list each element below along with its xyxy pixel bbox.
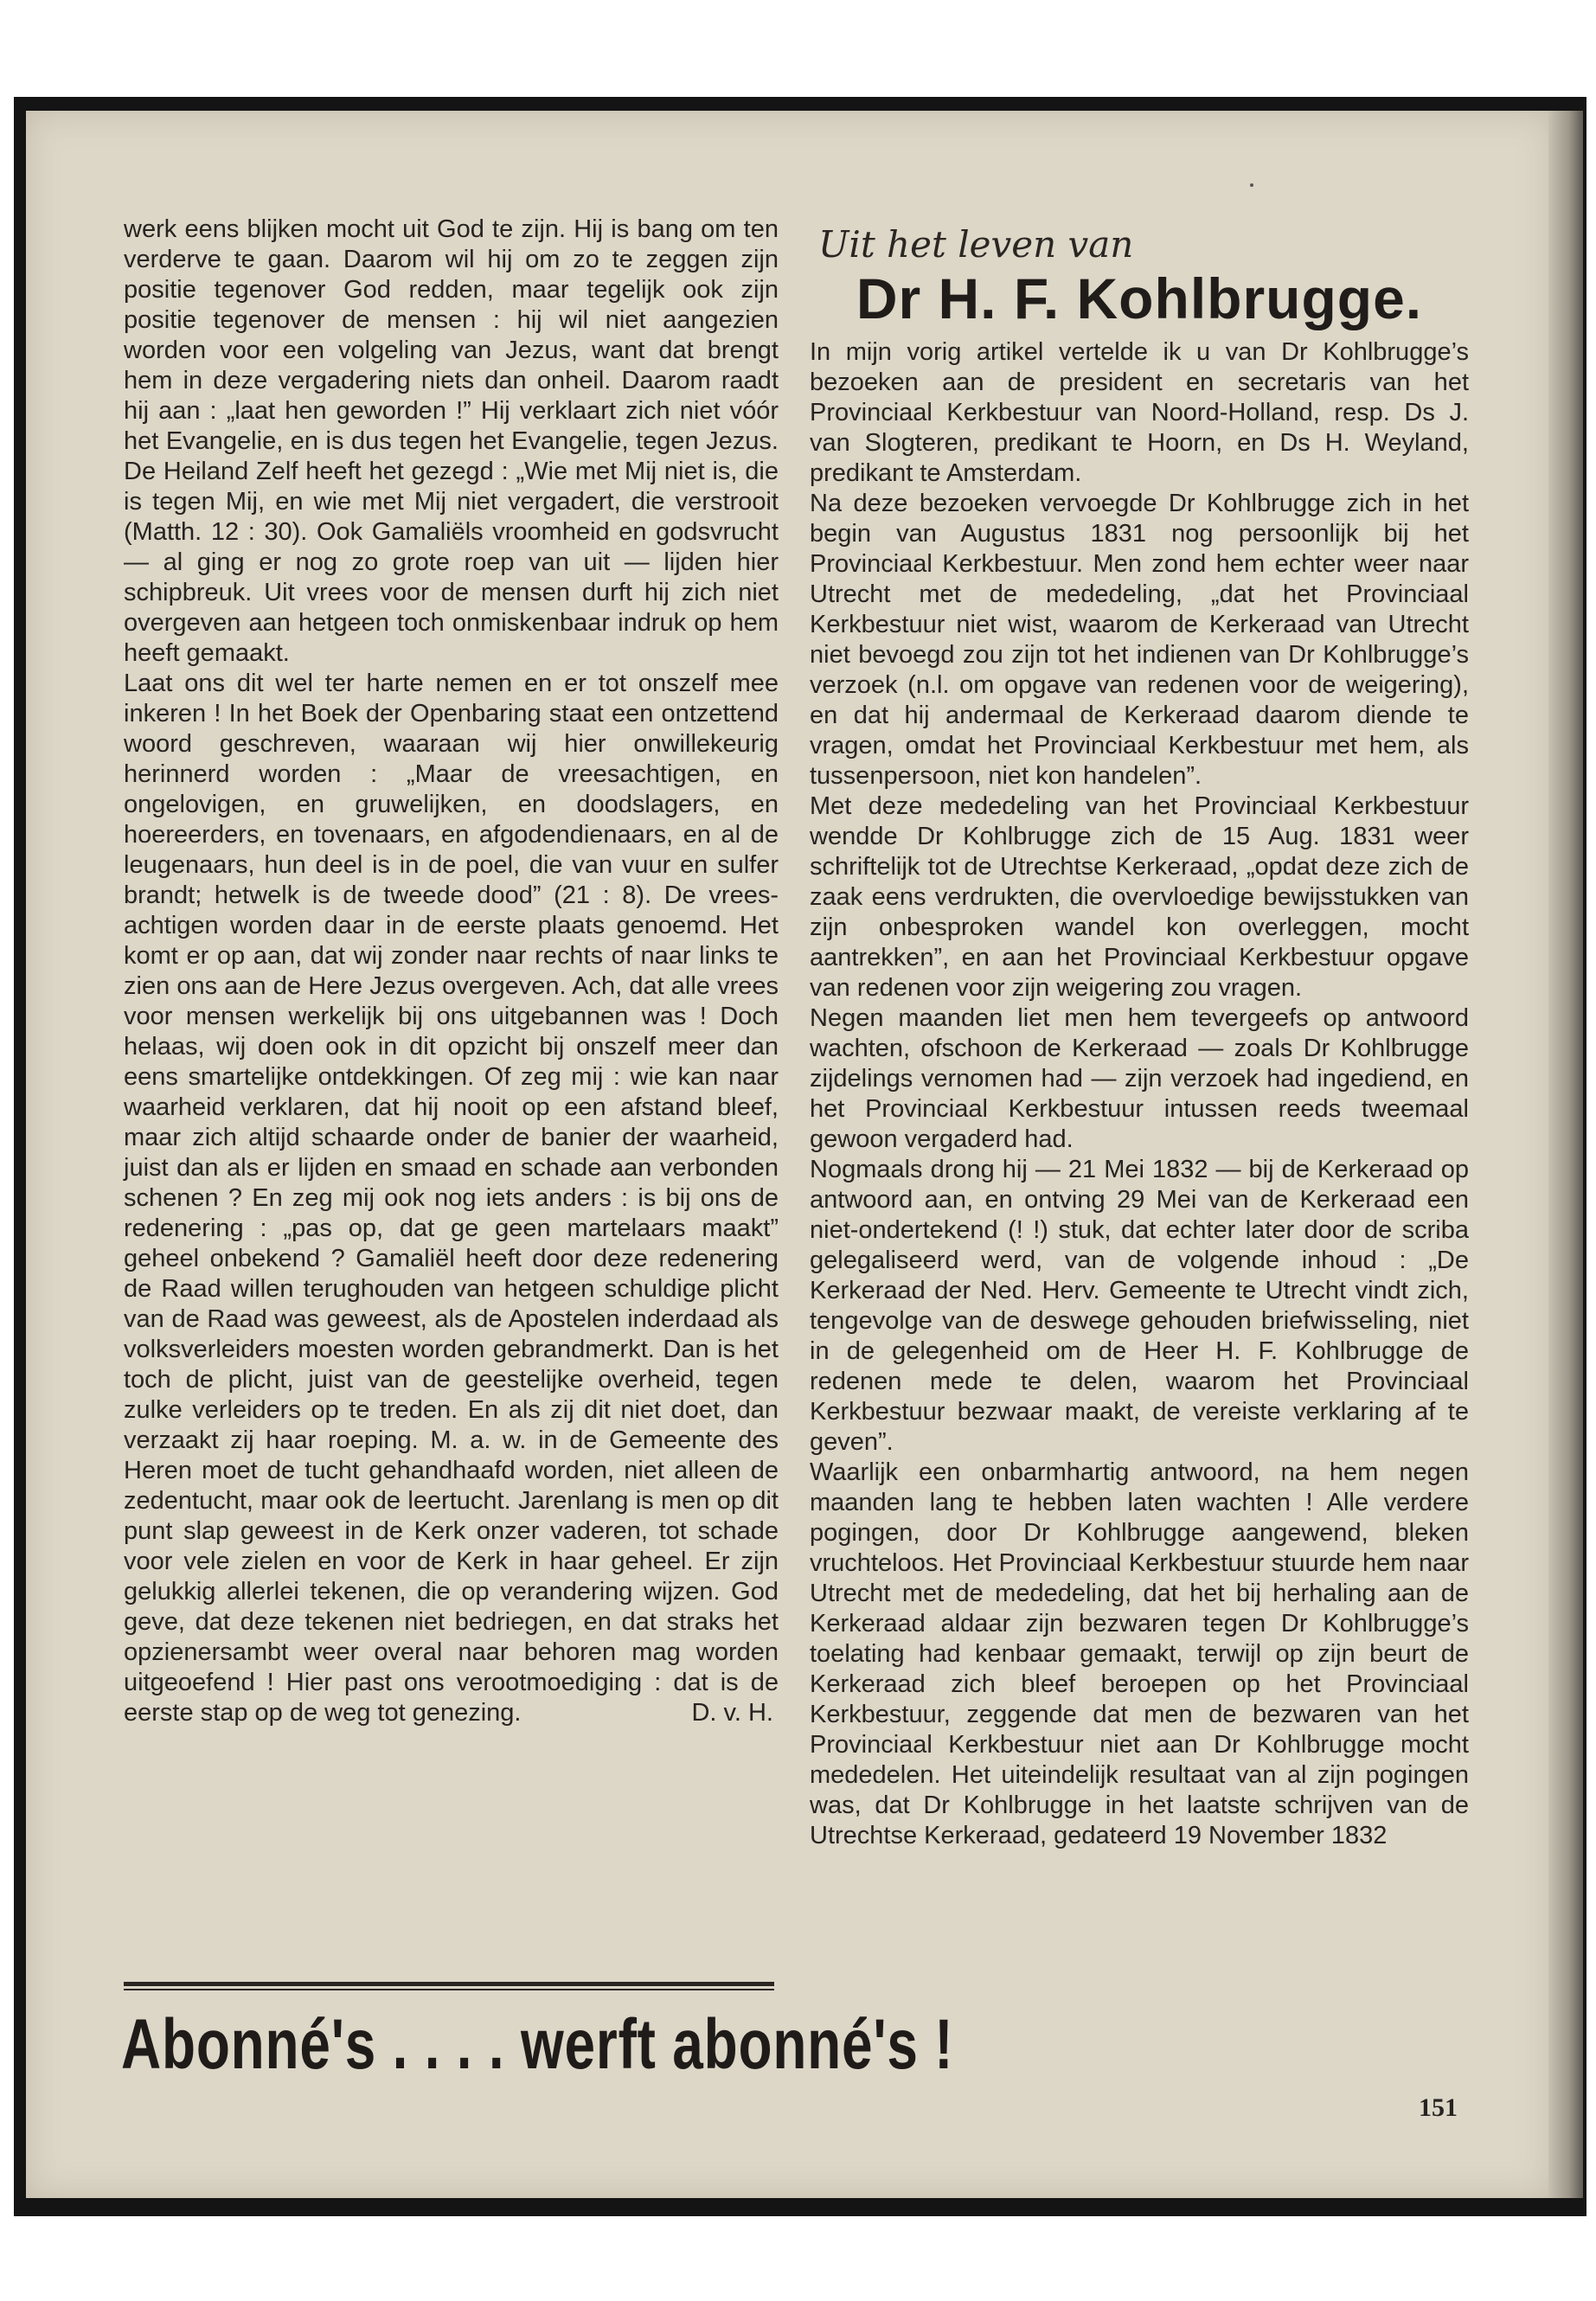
right-paragraph-3: Met deze mededeling van het Provinciaal Kerkbestuur wendde Dr Kohlbrugge zich de 15 Aug. 1831 weer schriftelijk tot de Utrechtse Kerkeraad, „opdat deze zich de zaak eens verdrukten, die overvloedige bewijsstukken van zijn onbesproken wandel kon overleggen, mocht aantrekken”, en aan het Provinciaal Kerkbestuur opgave van redenen voor zijn weigering zou vragen. <box>810 792 1469 1002</box>
article-kicker: Uit het leven van <box>818 223 1134 266</box>
separator-rule <box>124 1982 774 1990</box>
article-title: Dr H. F. Kohlbrugge. <box>856 266 1423 330</box>
right-paragraph-4: Negen maanden liet men hem tevergeefs op antwoord wachten, ofschoon de Kerkeraad — zoals Dr Kohlbrugge zijdelings vernomen had — zijn verzoek had ingediend, en het Provinciaal Kerkbestuur intussen reeds tweemaal gewoon vergaderd had. <box>810 1004 1469 1153</box>
left-paragraph-1: werk eens blijken mocht uit God te zijn. Hij is bang om ten verderve te gaan. Daarom wil hij om zo te zeggen zijn positie tegenover God redden, maar tegelijk ook zijn positie tegenover de mensen : hij wil niet aangezien worden voor een volgeling van Jezus, want dat brengt hem in deze vergadering niets dan onheil. Daarom raadt hij aan : „laat hen geworden !” Hij verklaart zich niet vóór het Evangelie, en is dus tegen het Evangelie, tegen Jezus. De Heiland Zelf heeft het gezegd : „Wie met Mij niet is, die is tegen Mij, en wie met Mij niet vergadert, die verstrooit (Matth. 12 : 30). Ook Gamaliëls vroomheid en godsvrucht — al ging er nog zo grote roep van uit — lijden hier schipbreuk. Uit vrees voor de mensen durft hij zich niet overgeven aan hetgeen toch onmiskenbaar indruk op hem heeft gemaakt. <box>124 215 779 667</box>
right-paragraph-1: In mijn vorig artikel vertelde ik u van Dr Kohlbrugge’s bezoeken aan de president en secretaris van het Provinciaal Kerkbestuur van Noord-Holland, resp. Ds J. van Slogteren, predikant te Hoorn, en Ds H. Weyland, predikant te Amsterdam. <box>810 338 1469 487</box>
right-paragraph-2: Na deze bezoeken vervoegde Dr Kohlbrugge zich in het begin van Augustus 1831 nog persoonlijk bij het Provinciaal Kerkbestuur. Men zond hem echter weer naar Utrecht met de mededeling, „dat het Provinciaal Kerkbestuur niet wist, waarom de Kerkeraad van Utrecht niet bevoegd zou zijn tot het indienen van Dr Kohlbrugge’s verzoek (n.l. om opgave van redenen voor de weigering), en dat hij andermaal de Kerkeraad daarom diende te vragen, omdat het Provinciaal Kerkbestuur met hem, als tussenpersoon, niet kon handelen”. <box>810 490 1469 790</box>
author-signature: D. v. H. <box>691 1699 773 1727</box>
right-column <box>810 223 1469 1851</box>
left-column <box>124 215 779 1728</box>
print-speck <box>1250 183 1253 187</box>
subscription-slogan: Abonné's . . . . werft abonné's ! <box>121 2005 954 2084</box>
left-paragraph-2: Laat ons dit wel ter harte nemen en er tot onszelf mee inkeren ! In het Boek der Openbaring staat een ontzettend woord geschreven, waaraan wij hier onwillekeurig herinnerd worden : „Maar de vreesachtigen, en ongelovigen, en gruwelijken, en doodslagers, en hoereerders, en tovenaars, en afgodendienaars, en al de leugenaars, hun deel is in de poel, die van vuur en sulfer brandt; hetwelk is de tweede dood” (21 : 8). De vreesachtigen worden daar in de eerste plaats genoemd. Het komt er op aan, dat wij zonder naar rechts of naar links te zien ons aan de Here Jezus overgeven. Ach, dat alle vrees voor mensen werkelijk bij ons uitgebannen was ! Doch helaas, wij doen ook in dit opzicht bij onszelf meer dan eens smartelijke ontdekkingen. Of zeg mij : wie kan naar waarheid verklaren, dat hij nooit op een afstand bleef, maar zich altijd schaarde onder de banier der waarheid, juist dan als er lijden en smaad en schade aan verbonden schenen ? En zeg mij ook nog iets anders : is bij ons de redenering : „pas op, dat ge geen martelaars maakt” geheel onbekend ? Gamaliël heeft door deze redenering de Raad willen terughouden van hetgeen schuldige plicht van de Raad was geweest, als de Apostelen inderdaad als volksverleiders moesten worden gebrandmerkt. Dan is het toch de plicht, juist van de geestelijke overheid, tegen zulke verleiders op te treden. En als zij dit niet doet, dan verzaakt zij haar roeping. M. a. w. in de Gemeente des Heren moet de tucht gehandhaafd worden, niet alleen de zedentucht, maar ook de leertucht. Jarenlang is men op dit punt slap geweest in de Kerk onzer vaderen, tot schade voor vele zielen en voor de Kerk in haar geheel. Er zijn gelukkig allerlei tekenen, die op verandering wijzen. God geve, dat deze tekenen niet bedriegen, en dat straks het opzienersambt weer overal naar behoren mag worden uitgeoefend ! Hier past ons verootmoediging : dat is de eerste stap op de weg tot genezing. <box>124 670 779 1727</box>
right-paragraph-6: Waarlijk een onbarmhartig antwoord, na hem negen maanden lang te hebben laten wachten ! Alle verdere pogingen, door Dr Kohlbrugge aangewend, bleken vruchteloos. Het Provinciaal Kerkbestuur stuurde hem naar Utrecht met de mededeling, dat het bij herhaling aan de Kerkeraad aldaar zijn bezwaren tegen Dr Kohlbrugge’s toelating had kenbaar gemaakt, terwijl op zijn beurt de Kerkeraad zich bleef beroepen op het Provinciaal Kerkbestuur, zeggende dat men de bezwaren van het Provinciaal Kerkbestuur niet aan Dr Kohlbrugge mocht mededelen. Het uiteindelijk resultaat van al zijn pogingen was, dat Dr Kohlbrugge in het laatste schrijven van de Utrechtse Kerkeraad, gedateerd 19 November 1832 <box>810 1458 1469 1849</box>
right-paragraph-5: Nogmaals drong hij — 21 Mei 1832 — bij de Kerkeraad op antwoord aan, en ontving 29 Mei van de Kerkeraad een niet-ondertekend (! !) stuk, dat echter later door de scriba gelegaliseerd werd, van de volgende inhoud : „De Kerkeraad der Ned. Herv. Gemeente te Utrecht vindt zich, tengevolge van de deswege gehouden briefwisseling, niet in de gelegenheid om de Heer H. F. Kohlbrugge de redenen mede te delen, waarom het Provinciaal Kerkbestuur bezwaar maakt, de vereiste verklaring af te geven”. <box>810 1156 1469 1456</box>
page-number: 151 <box>1419 2093 1458 2122</box>
page-edge-shadow <box>1548 111 1583 2198</box>
